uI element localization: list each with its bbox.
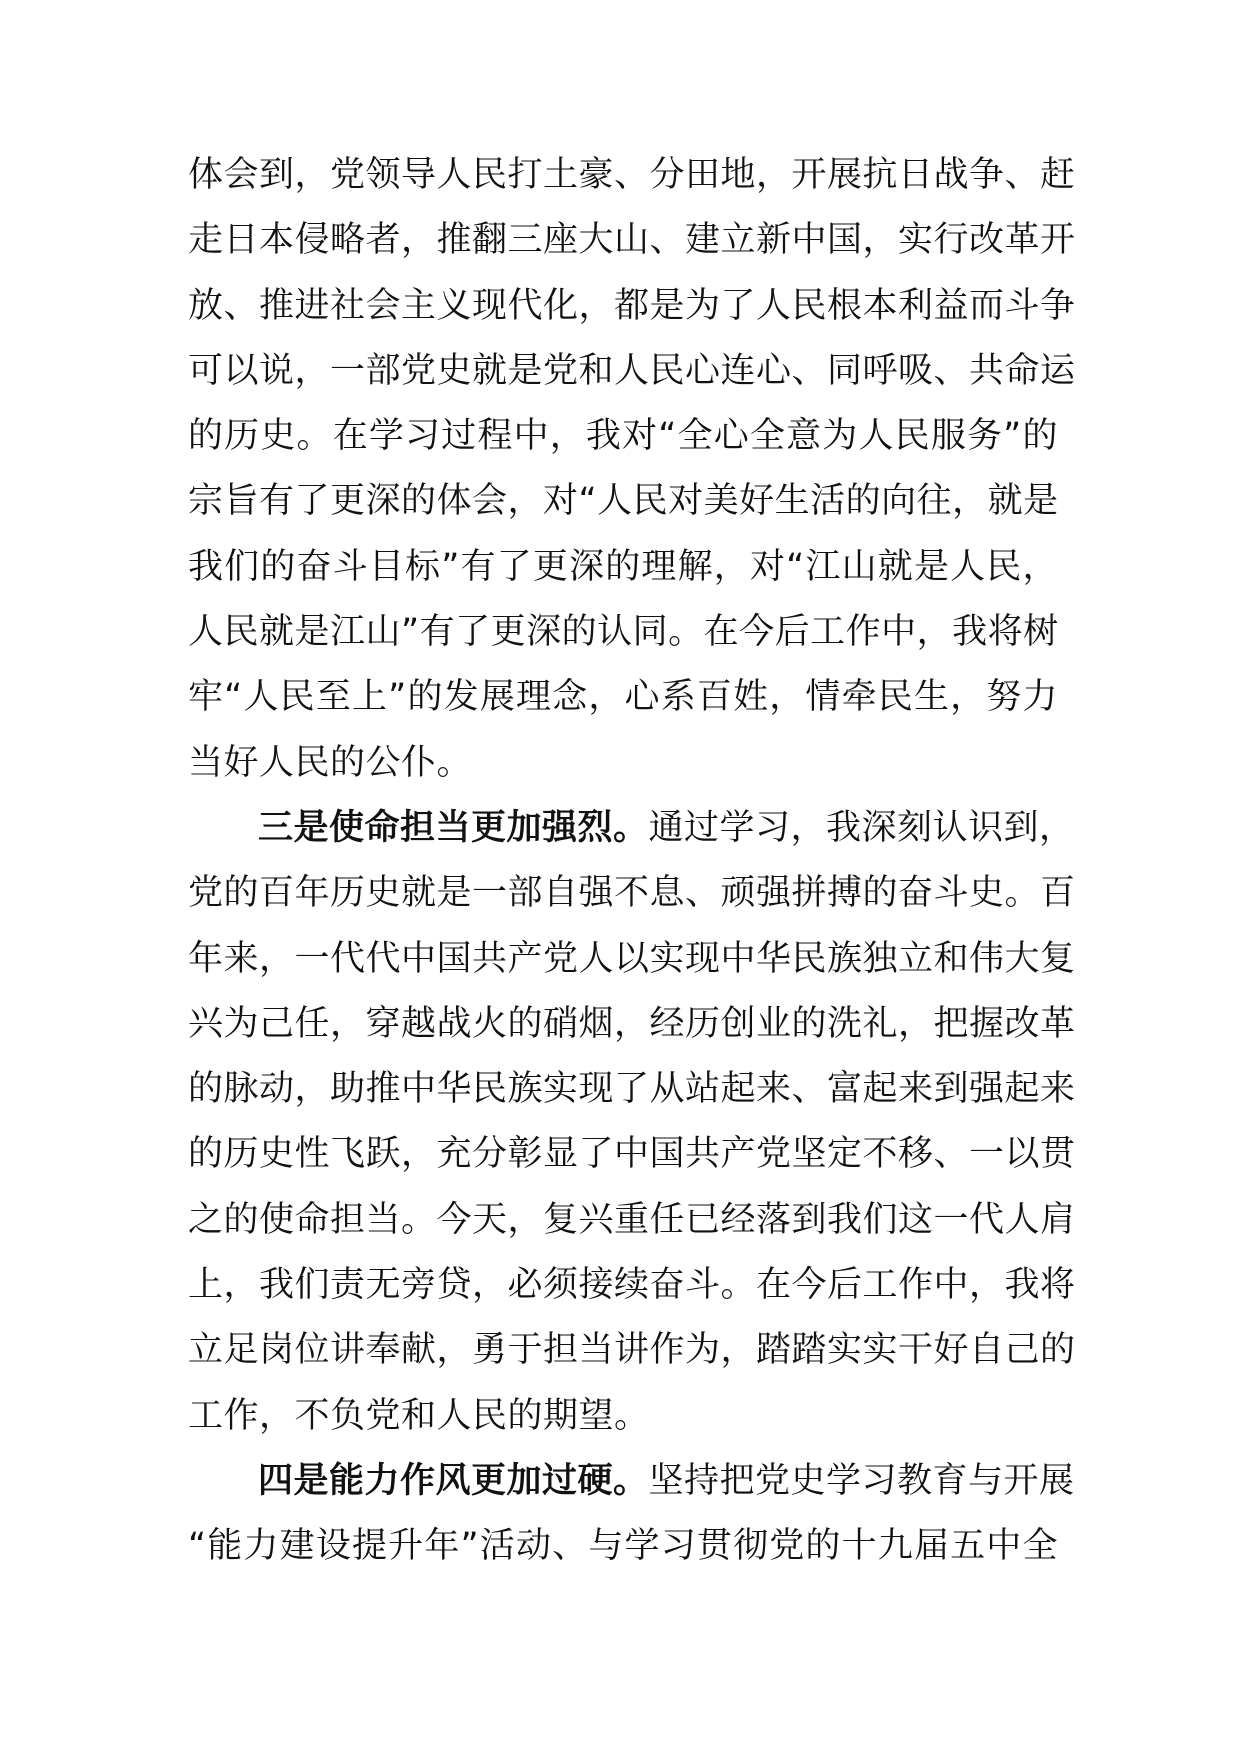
paragraph-line: 可以说，一部党史就是党和人民心连心、同呼吸、共命运 bbox=[188, 350, 1076, 391]
paragraph-line: 年来，一代代中国共产党人以实现中华民族独立和伟大复 bbox=[188, 938, 1076, 979]
paragraph-line: 走日本侵略者，推翻三座大山、建立新中国，实行改革开 bbox=[188, 220, 1076, 261]
paragraph-line: 体会到，党领导人民打土豪、分田地，开展抗日战争、赶 bbox=[188, 155, 1076, 195]
paragraph-text: 坚持把党史学习教育与开展 bbox=[648, 1461, 1075, 1501]
paragraph-mission bbox=[188, 796, 1076, 1449]
section-heading: 三是使命担当更加强烈。 bbox=[258, 808, 649, 848]
section-heading: 四是能力作风更加过硬。 bbox=[258, 1461, 649, 1501]
paragraph-line: 人民就是江山”有了更深的认同。在今后工作中，我将树 bbox=[188, 612, 1059, 653]
paragraph-line: 立足岗位讲奉献，勇于担当讲作为，踏踏实实干好自己的 bbox=[188, 1330, 1076, 1371]
paragraph-line: “能力建设提升年”活动、与学习贯彻党的十九届五中全 bbox=[188, 1526, 1058, 1567]
paragraph-line: 我们的奋斗目标”有了更深的理解，对“江山就是人民， bbox=[188, 546, 1058, 587]
paragraph-line: 兴为己任，穿越战火的硝烟，经历创业的洗礼，把握改革 bbox=[188, 1003, 1076, 1044]
paragraph-first-line bbox=[188, 1449, 1075, 1514]
paragraph-text: 通过学习，我深刻认识到， bbox=[648, 808, 1075, 848]
paragraph-line: 工作，不负党和人民的期望。 bbox=[188, 1395, 650, 1436]
paragraph-capability bbox=[188, 1449, 1075, 1580]
paragraph-line: 之的使命担当。今天，复兴重任已经落到我们这一代人肩 bbox=[188, 1199, 1076, 1240]
paragraph-line: 宗旨有了更深的体会，对“人民对美好生活的向往，就是 bbox=[188, 481, 1059, 522]
paragraph-people-first bbox=[188, 143, 1076, 796]
paragraph-line: 上，我们责无旁贷，必须接续奋斗。在今后工作中，我将 bbox=[188, 1265, 1076, 1306]
paragraph-line: 当好人民的公仆。 bbox=[188, 742, 473, 783]
paragraph-first-line bbox=[188, 796, 1075, 861]
paragraph-line: 牢“人民至上”的发展理念，心系百姓，情牵民生，努力 bbox=[188, 677, 1058, 718]
paragraph-line: 放、推进社会主义现代化，都是为了人民根本利益而斗争 bbox=[188, 285, 1076, 326]
paragraph-line: 的历史。在学习过程中，我对“全心全意为人民服务”的 bbox=[188, 416, 1058, 457]
paragraph-line: 的历史性飞跃，充分彰显了中国共产党坚定不移、一以贯 bbox=[188, 1134, 1076, 1175]
paragraph-line: 的脉动，助推中华民族实现了从站起来、富起来到强起来 bbox=[188, 1069, 1076, 1110]
paragraph-line: 党的百年历史就是一部自强不息、顽强拼搏的奋斗史。百 bbox=[188, 873, 1076, 914]
